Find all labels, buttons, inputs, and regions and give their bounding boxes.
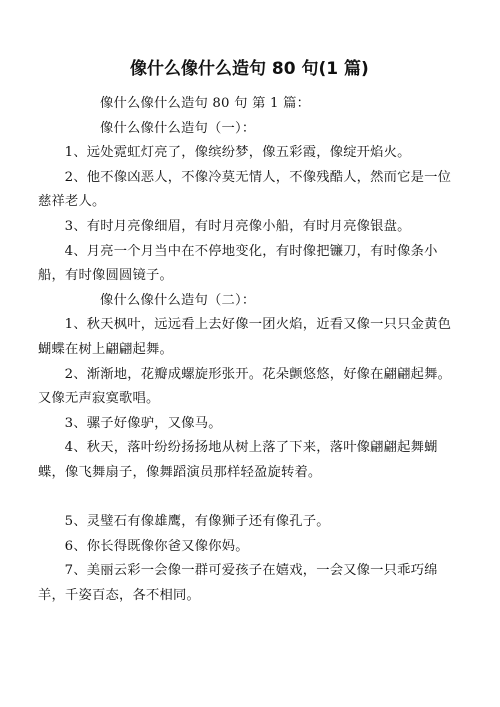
sentence-1-3: 3、有时月亮像细眉，有时月亮像小船，有时月亮像银盘。 [64,218,411,234]
sentence-2-5: 5、灵璧石有像雄鹰，有像狮子还有像孔子。 [64,514,330,530]
document-title: 像什么像什么造句 80 句(1 篇) [130,59,369,79]
sentence-1-4: 4、月亮一个月当中在不停地变化，有时像把镰刀，有时像条小船，有时像圆圆镜子。 [38,243,438,284]
sentence-2-1: 1、秋天枫叶，远远看上去好像一团火焰，近看又像一只只金黄色蝴蝶在树上翩翩起舞。 [38,317,452,357]
section-1-body [38,141,464,289]
sentence-2-2: 2、渐渐地，花瓣成螺旋形张开。花朵颤悠悠，好像在翩翩起舞。又像无声寂寞歌唱。 [38,366,452,407]
intro-line: 像什么像什么造句 80 句 第 1 篇： [100,96,311,111]
sentence-2-7: 7、美丽云彩一会像一群可爱孩子在嬉戏，一会又像一只乖巧绵羊，千姿百态，各不相同。 [38,563,438,603]
section-heading-1: 像什么像什么造句（一）： [100,120,256,136]
section-2-body [38,313,464,608]
sentence-2-6: 6、你长得既像你爸又像你妈。 [64,538,249,554]
blank-line [38,486,464,511]
sentence-1-2: 2、他不像凶恶人，不像冷莫无情人，不像残酷人，然而它是一位慈祥老人。 [38,169,452,210]
sentence-1-1: 1、远处霓虹灯亮了，像缤纷梦，像五彩霞，像绽开焰火。 [64,145,411,161]
sentence-2-3: 3、骡子好像驴，又像马。 [64,415,222,431]
sentence-2-4: 4、秋天，落叶纷纷扬扬地从树上落了下来，落叶像翩翩起舞蝴蝶，像飞舞扇子，像舞蹈演员那样轻盈旋转着。 [38,440,438,480]
section-heading-2: 像什么像什么造句（二）： [100,292,256,308]
